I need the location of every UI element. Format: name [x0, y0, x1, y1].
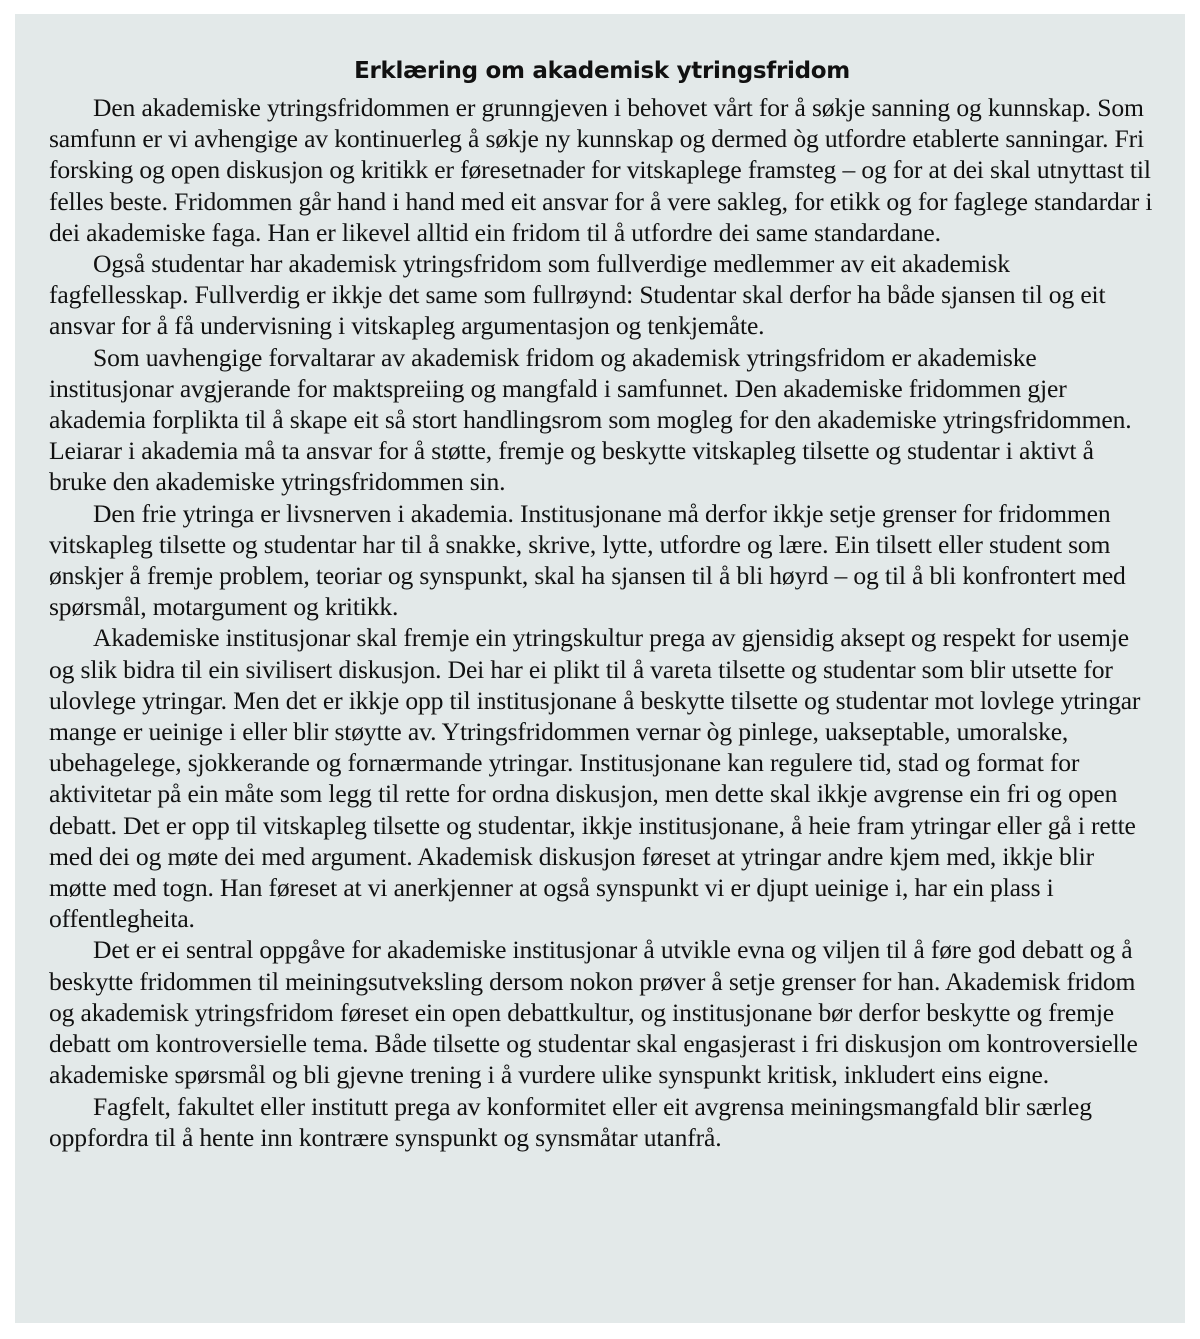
declaration-box	[15, 14, 1185, 1323]
paragraph: Som uavhengige forvaltarar av akademisk fridom og akademisk ytringsfridom er akademiske institusjonar avgjerande for maktspreiing og mangfald i samfunnet. Den akademiske fridommen gjer akademia forplikta til å skape eit så stort handlingsrom som mogleg for den akademiske ytringsfridommen. Leiarar i akademia må ta ansvar for å støtte, fremje og beskytte vitskapleg tilsette og studentar i aktivt å bruke den akademiske ytringsfridommen sin.	[49, 342, 1132, 497]
paragraph: Den frie ytringa er livsnerven i akademia. Institusjonane må derfor ikkje setje grenser for fridommen vitskapleg tilsette og studentar har til å snakke, skrive, lytte, utfordre og lære. Ein tilsett eller student som ønskjer å fremje problem, teoriar og synspunkt, skal ha sjansen til å bli høyrd – og til å bli konfrontert med spørsmål, motargument og kritikk.	[49, 498, 1126, 622]
paragraph: Også studentar har akademisk ytringsfridom som fullverdige medlemmer av eit akademisk fagfellesskap. Fullverdig er ikkje det same som fullrøynd: Studentar skal derfor ha både sjansen til og eit ansvar for å få undervisning i vitskapleg argumentasjon og tenkjemåte.	[49, 249, 1106, 341]
paragraph: Akademiske institusjonar skal fremje ein ytringskultur prega av gjensidig aksept og respekt for usemje og slik bidra til ein sivilisert diskusjon. Dei har ei plikt til å vareta tilsette og studentar som blir utsette for ulovlege ytringar. Men det er ikkje opp til institusjonane å beskytte tilsette og studentar mot lovlege ytringar mange er ueinige i eller blir støytte av. Ytringsfridommen vernar òg pinlege, uakseptable, umoralske, ubehagelege, sjokkerande og fornærmande ytringar. Institusjonane kan regulere tid, stad og format for aktivitetar på ein måte som legg til rette for ordna diskusjon, men dette skal ikkje avgrense ein fri og open debatt. Det er opp til vitskapleg tilsette og studentar, ikkje institusjonane, å heie fram ytringar eller gå i rette med dei og møte dei med argument. Akademisk diskusjon føreset at ytringar andre kjem med, ikkje blir møtte med togn. Han føreset at vi anerkjenner at også synspunkt vi er djupt ueinige i, har ein plass i offentlegheita.	[49, 623, 1141, 934]
paragraph: Den akademiske ytringsfridommen er grunngjeven i behovet vårt for å søkje sanning og kunnskap. Som samfunn er vi avhengige av kontinuerleg å søkje ny kunnskap og dermed òg utfordre etablerte sanningar. Fri forsking og open diskusjon og kritikk er føresetnader for vitskaplege framsteg – og for at dei skal utnyttast til felles beste. Fridommen går hand i hand med eit ansvar for å vere sakleg, for etikk og for faglege standardar i dei akademiske faga. Han er likevel alltid ein fridom til å utfordre dei same standardane.	[49, 93, 1153, 247]
paragraph: Fagfelt, fakultet eller institutt prega av konformitet eller eit avgrensa meiningsmangfald blir særleg oppfordra til å hente inn kontrære synspunkt og synsmåtar utanfrå.	[49, 1091, 1092, 1152]
paragraph: Det er ei sentral oppgåve for akademiske institusjonar å utvikle evna og viljen til å føre god debatt og å beskytte fridommen til meiningsutveksling dersom nokon prøver å setje grenser for han. Akademisk fridom og akademisk ytringsfridom føreset ein open debattkultur, og institusjonane bør derfor beskytte og fremje debatt om kontroversielle tema. Både tilsette og studentar skal engasjerast i fri diskusjon om kontroversielle akademiske spørsmål og bli gjevne trening i å vurdere ulike synspunkt kritisk, inkludert eins eigne.	[49, 935, 1138, 1090]
document-title: Erklæring om akademisk ytringsfridom	[354, 58, 850, 84]
